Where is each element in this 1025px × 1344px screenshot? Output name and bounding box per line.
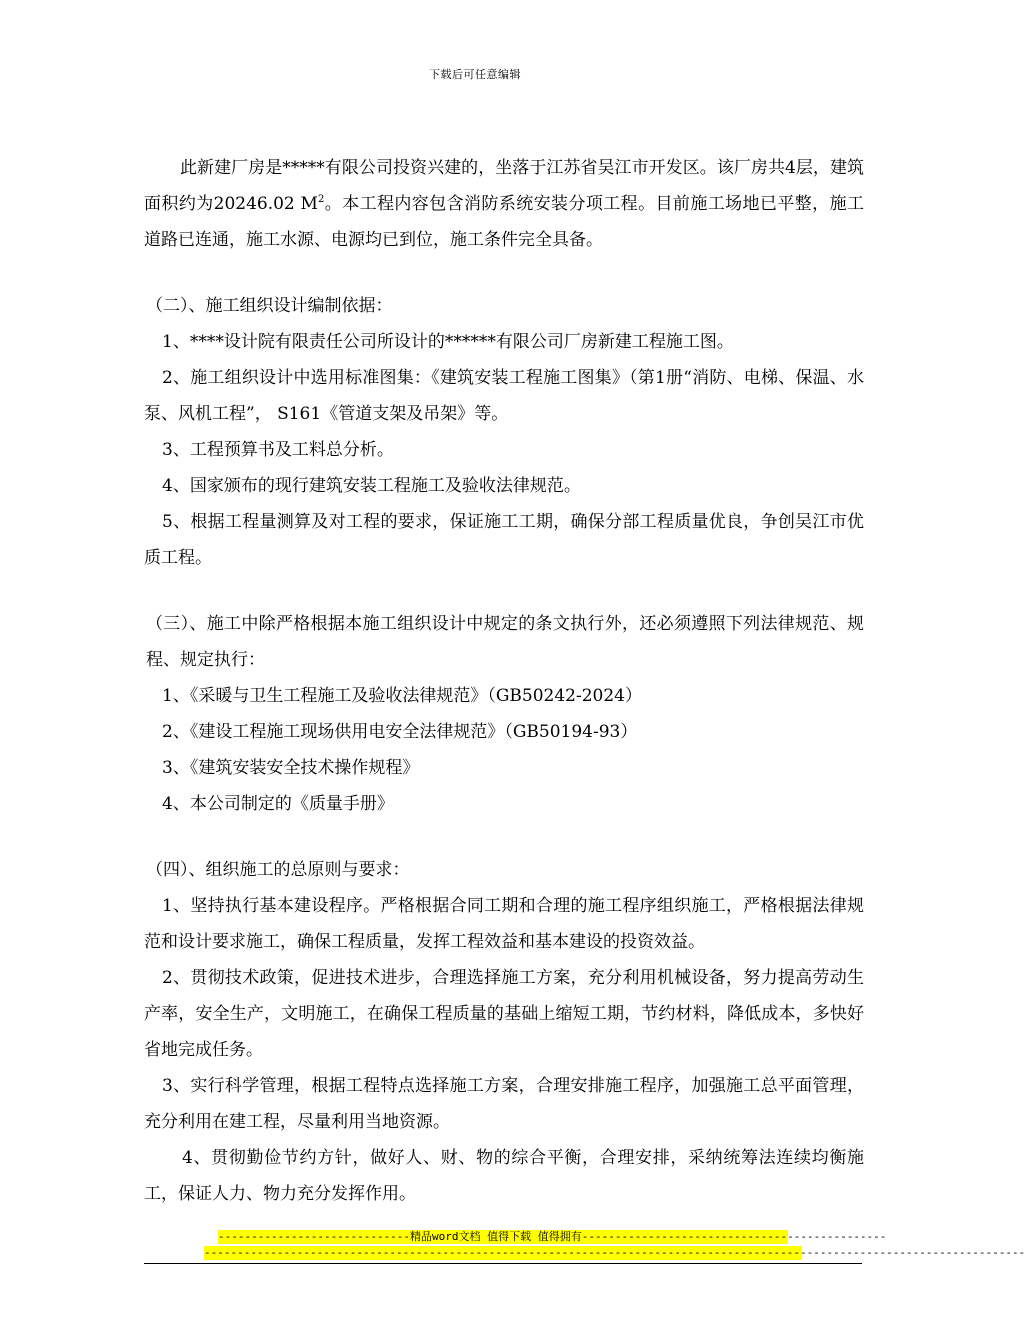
page-header: 下载后可任意编辑	[429, 68, 521, 81]
section2-item-3: 3、工程预算书及工料总分析。	[162, 440, 394, 460]
document-body	[144, 150, 864, 1212]
section4-item-2: 2、贯彻技术政策，促进技术进步，合理选择施工方案，充分利用机械设备，努力提高劳动生产率，安全生产，文明施工，在确保工程质量的基础上缩短工期，节约材料，降低成本，多快好省地完成任务。	[144, 968, 864, 1060]
section3-item-2: 2、《建设工程施工现场供用电安全法律规范》（GB50194-93）	[162, 722, 638, 742]
footer-banner-line2: ----------------------------------------------------------------------------------------------------------------------------	[204, 1246, 1025, 1259]
section4-item-3: 3、实行科学管理，根据工程特点选择施工方案，合理安排施工程序，加强施工总平面管理，充分利用在建工程，尽量利用当地资源。	[144, 1076, 864, 1132]
intro-paragraph	[144, 150, 864, 258]
section3-item-3: 3、《建筑安装安全技术操作规程》	[162, 758, 420, 778]
section2-item-5: 5、根据工程量测算及对工程的要求，保证施工工期，确保分部工程质量优良，争创吴江市优质工程。	[144, 512, 864, 568]
intro-text-b: 。本工程内容包含消防系统安装分项工程。目前施工场地已平整，施工道路已连通，施工水源、电源均已到位，施工条件完全具备。	[144, 194, 864, 250]
section3-item-4: 4、本公司制定的《质量手册》	[162, 794, 394, 814]
intro-text-a: 此新建厂房是*****有限公司投资兴建的，坐落于江苏省吴江市开发区。该厂房共4层，建筑面积约为20246.02 M	[144, 158, 864, 214]
footer-banner-line1: -----------------------------精品word文档 值得下载 值得拥有----------------------------------------------	[218, 1230, 887, 1243]
section4-item-4: 4、贯彻勤俭节约方针，做好人、财、物的综合平衡，合理安排，采纳统筹法连续均衡施工，保证人力、物力充分发挥作用。	[144, 1148, 864, 1204]
section4-heading: （四）、组织施工的总原则与要求：	[146, 860, 410, 880]
section2-heading: （二）、施工组织设计编制依据：	[146, 296, 393, 316]
section2-item-4: 4、国家颁布的现行建筑安装工程施工及验收法律规范。	[162, 476, 581, 496]
section2-item-2: 2、施工组织设计中选用标准图集：《建筑安装工程施工图集》（第1册“消防、电梯、保温、水泵、风机工程”， S161《管道支架及吊架》等。	[144, 368, 864, 424]
section3-item-1: 1、《采暖与卫生工程施工及验收法律规范》（GB50242-2024）	[162, 686, 642, 706]
section3-heading: （三）、施工中除严格根据本施工组织设计中规定的条文执行外，还必须遵照下列法律规范、规程、规定执行：	[146, 614, 864, 670]
section4-item-1: 1、坚持执行基本建设程序。严格根据合同工期和合理的施工程序组织施工，严格根据法律规范和设计要求施工，确保工程质量，发挥工程效益和基本建设的投资效益。	[144, 896, 864, 952]
section2-item-1: 1、****设计院有限责任公司所设计的******有限公司厂房新建工程施工图。	[162, 332, 734, 352]
footer-rule	[144, 1263, 862, 1264]
area-unit-superscript: 2	[317, 194, 325, 205]
